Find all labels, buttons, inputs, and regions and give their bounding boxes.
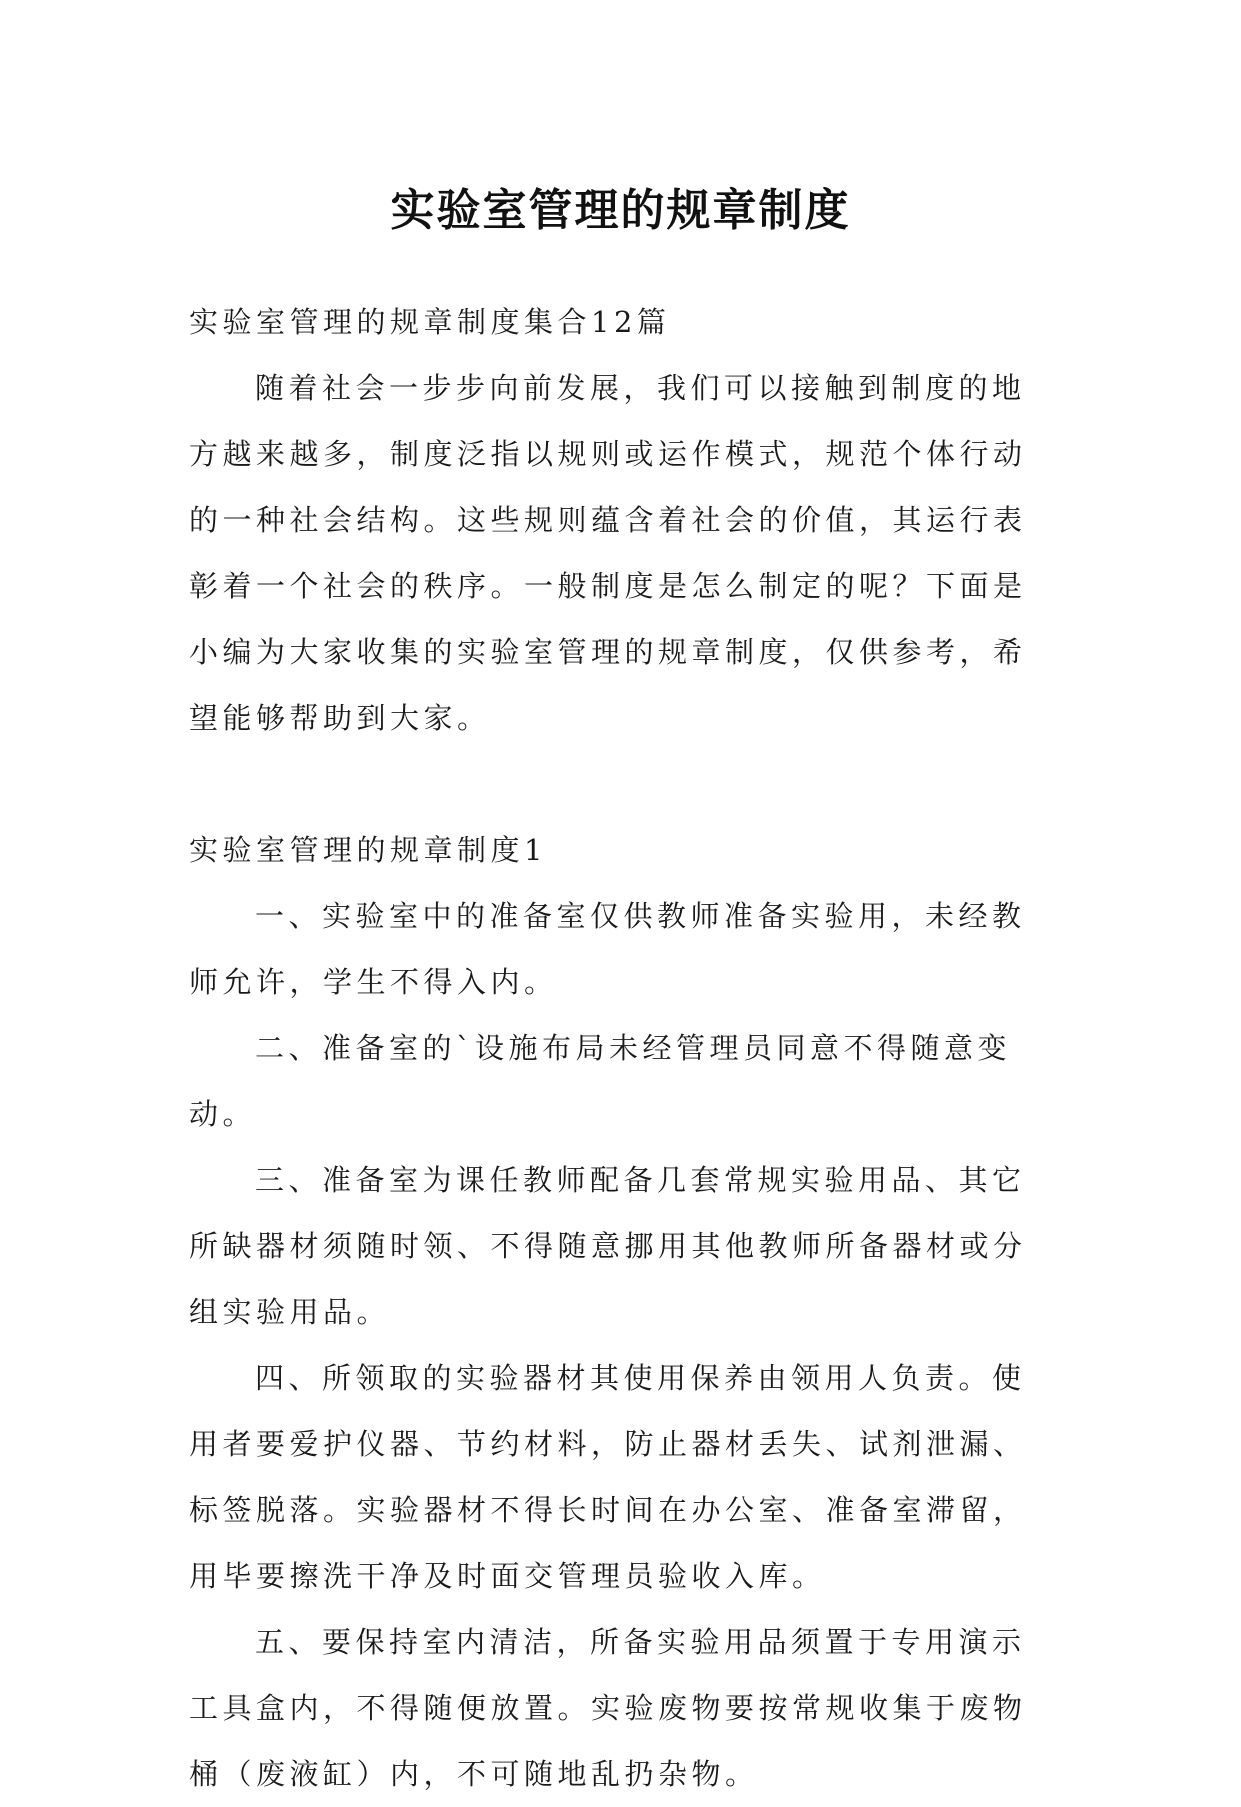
document-title: 实验室管理的规章制度 xyxy=(390,185,851,237)
section-heading: 实验室管理的规章制度1 xyxy=(189,833,547,867)
section-spacer xyxy=(189,751,1049,817)
rule-item-3: 三、准备室为课任教师配备几套常规实验用品、其它所缺器材须随时领、不得随意挪用其他教师所备器材或分组实验用品。 xyxy=(189,1163,1027,1329)
rule-item-5: 五、要保持室内清洁，所备实验用品须置于专用演示工具盒内，不得随便放置。实验废物要按常规收集于废物桶（废液缸）内，不可随地乱扔杂物。 xyxy=(189,1625,1027,1791)
document-subtitle: 实验室管理的规章制度集合12篇 xyxy=(189,305,671,339)
rule-item-4: 四、所领取的实验器材其使用保养由领用人负责。使用者要爱护仪器、节约材料，防止器材丢失、试剂泄漏、标签脱落。实验器材不得长时间在办公室、准备室滞留，用毕要擦洗干净及时面交管理员验收入库。 xyxy=(189,1361,1027,1593)
intro-paragraph: 随着社会一步步向前发展，我们可以接触到制度的地方越来越多，制度泛指以规则或运作模式，规范个体行动的一种社会结构。这些规则蕴含着社会的价值，其运行表彰着一个社会的秩序。一般制度是怎么制定的呢？下面是小编为大家收集的实验室管理的规章制度，仅供参考，希望能够帮助到大家。 xyxy=(189,371,1027,735)
document-body xyxy=(189,289,1049,1807)
rule-item-1: 一、实验室中的准备室仅供教师准备实验用，未经教师允许，学生不得入内。 xyxy=(189,899,1026,999)
rule-item-2: 二、准备室的`设施布局未经管理员同意不得随意变动。 xyxy=(189,1031,1012,1131)
